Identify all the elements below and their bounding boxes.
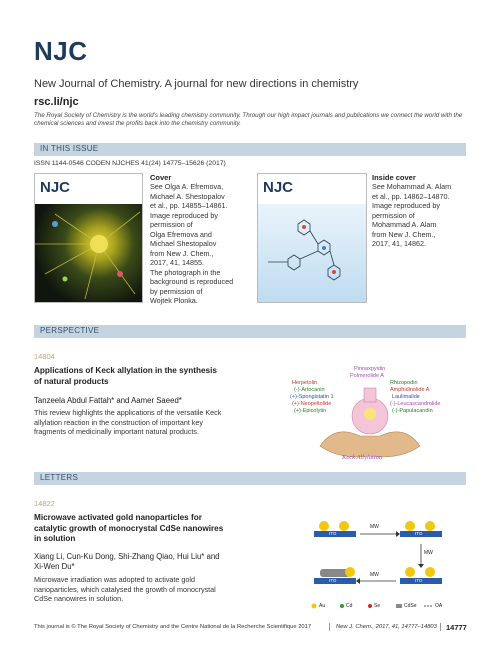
inside-cover-image[interactable] xyxy=(257,173,367,303)
perspective-article-number: 14804 xyxy=(34,352,55,361)
inside-cover-caption-line: Image reproduced by xyxy=(372,201,440,210)
footer-copyright: This journal is © The Royal Society of Chemistry and the Centre National de la Recherche Scientifique 2017 xyxy=(34,624,312,630)
page-number: 14777 xyxy=(446,623,467,632)
inside-cover-caption-line: Mohammad A. Alam xyxy=(372,220,437,229)
cover-caption-line: permission of xyxy=(150,220,193,229)
inside-cover-text xyxy=(372,182,472,249)
letters-article-title[interactable]: Microwave activated gold nanoparticles for catalytic growth of monocrystal CdSe nanowires in solution xyxy=(34,513,224,544)
perspective-label: PERSPECTIVE xyxy=(40,326,100,335)
letters-label: LETTERS xyxy=(40,473,79,482)
cover-caption-line: from New J. Chem., xyxy=(150,248,214,258)
cover-logo: NJC xyxy=(40,179,71,196)
cover-caption xyxy=(150,173,250,306)
cover-caption-line: See Olga A. Efremova, xyxy=(150,182,224,191)
perspective-article-title[interactable]: Applications of Keck allylation in the synthesis of natural products xyxy=(34,366,217,386)
letters-bar xyxy=(34,472,466,485)
cover-title: Cover xyxy=(150,173,172,182)
keck-allylation-graphic: Pinnaxpyidin Polmerolide A Herpetolin (-)-Artocanin (+)-Spongistatin 1 (+)-Neopeltolide (+)-Epicolytin Rhizopodin Amphidinolide A Laulimalide (-)-Leucascandrolide (-)-Papulacandin Keck Allylation xyxy=(290,366,441,461)
perspective-authors: Tanzeela Abdul Fattah* and Aamer Saeed* xyxy=(34,396,182,405)
in-this-issue-bar xyxy=(34,143,466,156)
perspective-bar xyxy=(34,325,466,338)
journal-subtitle: New Journal of Chemistry. A journal for new directions in chemistry xyxy=(34,78,359,90)
footer-citation: New J. Chem., 2017, 41, 14777–14803 xyxy=(336,624,437,630)
cover-caption-line: et al., pp. 14855–14861. xyxy=(150,201,228,210)
footer-divider-2 xyxy=(440,623,441,631)
inside-cover-caption xyxy=(372,173,472,249)
inside-cover-graphic xyxy=(258,204,366,302)
cover-caption-line: Olga Efremova and xyxy=(150,229,212,239)
journal-link[interactable]: rsc.li/njc xyxy=(34,96,79,108)
letters-article-number: 14822 xyxy=(34,499,55,508)
cover-caption-line: background is reproduced xyxy=(150,277,234,286)
perspective-abstract: This review highlights the applications of the versatile Keck allylation reaction in the construction of important key fragments of medicinally important natural products. xyxy=(34,408,222,436)
inside-cover-caption-line: from New J. Chem., xyxy=(372,229,436,239)
cover-photo xyxy=(35,204,142,302)
in-this-issue-label: IN THIS ISSUE xyxy=(40,144,99,153)
inside-cover-title: Inside cover xyxy=(372,173,416,182)
inside-cover-caption-line: See Mohammad A. Alam xyxy=(372,182,452,191)
cover-caption-line: Wojtek Plonka. xyxy=(150,296,198,305)
rsc-blurb: The Royal Society of Chemistry is the world's leading chemistry community. Through our high impact journals and publications we connect the world with the chemical sciences and invest the profits back into the chemistry community. xyxy=(34,112,463,128)
inside-cover-caption-line: et al., pp. 14862–14870. xyxy=(372,191,450,201)
inside-cover-caption-line: permission of xyxy=(372,210,415,220)
cover-caption-line: The photograph in the xyxy=(150,267,221,277)
issn-line: ISSN 1144-0546 CODEN NJCHES 41(24) 14775–15626 (2017) xyxy=(34,160,226,167)
letters-abstract: Microwave irradiation was adopted to activate gold nanoparticles, which catalysed the growth of monocrystal CdSe nanowires in solution. xyxy=(34,575,216,603)
cover-caption-line: Michael Shestopalov xyxy=(150,239,217,248)
inside-cover-logo: NJC xyxy=(263,179,294,196)
footer-divider xyxy=(329,623,330,631)
letters-authors: Xiang Li, Cun-Ku Dong, Shi-Zhang Qiao, Hui Liu* and Xi-Wen Du* xyxy=(34,552,220,572)
cover-caption-line: Image reproduced by xyxy=(150,210,218,220)
journal-title: NJC xyxy=(34,36,88,66)
inside-cover-caption-line: 2017, 41, 14862. xyxy=(372,239,426,248)
cover-text xyxy=(150,182,250,306)
cover-caption-line: by permission of xyxy=(150,286,203,296)
cover-caption-line: 2017, 41, 14855. xyxy=(150,258,204,267)
nanowire-growth-graphic: MW MW MW ITO ITO ITO ITO Au Cd Se CdSe OA xyxy=(300,506,460,612)
cover-image[interactable] xyxy=(34,173,143,303)
cover-caption-line: Michael A. Shestopalov xyxy=(150,191,225,201)
